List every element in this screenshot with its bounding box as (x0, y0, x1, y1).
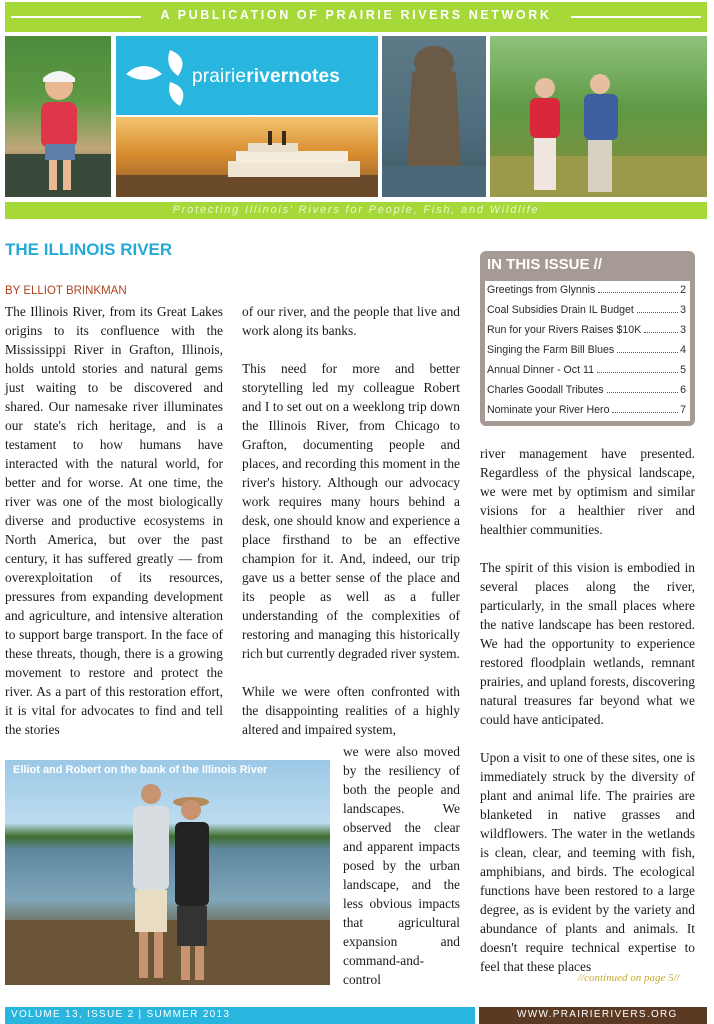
tagline-band (5, 202, 707, 219)
otter-illustration (382, 36, 486, 197)
toc-item-page: 4 (680, 344, 686, 356)
article-paragraph: Upon a visit to one of these sites, one is immediately struck by the diversity of plant and animal life. The prairies are blanketed in native grasses and wildflowers. The water in the wetlands is clean, clear, and teeming with fish, amphibians, and birds. The ecological functions have been restored to a large degree, as is evident by the variety and abundance of plants and animals. It doesn't require technical expertise to feel that these places (480, 750, 695, 974)
prairie-river-notes-logo (116, 36, 378, 115)
toc-item-label: Run for your Rivers Raises $10K (487, 324, 642, 336)
toc-item-label: Charles Goodall Tributes (487, 384, 604, 396)
article-paragraph: The spirit of this vision is embodied in several places along the river, particularly, in the small places where the native landscape has been restored. We had the opportunity to experience restored floodplain wetlands, remnant prairies, and upland forests, discovering natural treasures far beyond what we could have anticipated. (480, 560, 695, 727)
girl-illustration (5, 36, 111, 197)
continued-note: //continued on page 5// (578, 972, 680, 984)
article-paragraph: While we were often confronted with the disappointing realities of a highly altered and impaired system, (242, 684, 460, 737)
article-byline: BY ELLIOT BRINKMAN (5, 285, 127, 297)
article-paragraph: of our river, and the people that live and work along its banks. (242, 304, 460, 338)
toc-item[interactable] (485, 321, 690, 341)
couple-illustration (490, 36, 707, 197)
logo-wordmark (192, 66, 340, 88)
toc-leader-dots (637, 312, 678, 313)
toc-list (485, 281, 690, 421)
photo-caption: Elliot and Robert on the bank of the Illinois River (13, 764, 268, 776)
toc-item-label: Singing the Farm Bill Blues (487, 344, 615, 356)
riverboat-illustration (116, 117, 378, 197)
toc-item-page: 3 (680, 304, 686, 316)
toc-leader-dots (597, 372, 678, 373)
river-otter-photo (382, 36, 486, 197)
toc-item-label: Annual Dinner - Oct 11 (487, 364, 594, 376)
article-paragraph: we were also moved by the resiliency of both the people and landscapes. We observed the clear and apparent impacts posed by the urban landscape, and the less obvious impacts that agricultural expansion and command-and-control (343, 744, 460, 987)
toc-item-page: 3 (680, 324, 686, 336)
toc-leader-dots (644, 332, 678, 333)
article-column-2-continued (343, 742, 460, 1008)
toc-item-label: Coal Subsidies Drain IL Budget (487, 304, 634, 316)
article-column-1 (5, 302, 223, 758)
toc-item[interactable] (485, 381, 690, 401)
toc-item[interactable] (485, 301, 690, 321)
article-column-3 (480, 444, 695, 995)
toc-leader-dots (612, 412, 678, 413)
footer-website-band (479, 1007, 707, 1024)
logo-word-3: notes (288, 66, 341, 87)
toc-leader-dots (598, 292, 678, 293)
couple-walking-photo (490, 36, 707, 197)
illinois-river-bank-photo (5, 760, 330, 985)
band-rule-right (571, 16, 701, 18)
article-paragraph: This need for more and better storytelling led my colleague Robert and I to set out on a weeklong trip down the Illinois River, from Chicago to Grafton, documenting people and places, and recording this moment in the river's history. Although our advocacy work requires many hours behind a desk, one should know and experience a place firsthand to be an effective champion for it. And, indeed, our trip gave us a better sense of the place and its people as well as a fuller understanding of the complexities of restoring and managing this historically rich but currently degraded river system. (242, 361, 460, 661)
article-paragraph: river management have presented. Regardless of the physical landscape, we were met by optimism and similar visions for a healthier river and healthier communities. (480, 446, 695, 537)
publication-label: A PUBLICATION OF PRAIRIE RIVERS NETWORK (160, 8, 552, 22)
toc-item[interactable] (485, 401, 690, 421)
toc-leader-dots (617, 352, 678, 353)
logo-word-2: river (246, 66, 289, 87)
toc-item-page: 5 (680, 364, 686, 376)
publication-band (5, 2, 707, 32)
tagline: Protecting Illinois' Rivers for People, Fish, and Wildlife (172, 204, 540, 216)
logo-word-1: prairie (192, 66, 247, 87)
toc-item-label: Nominate your River Hero (487, 404, 610, 416)
article-column-2 (242, 302, 460, 758)
toc-item-page: 6 (680, 384, 686, 396)
riverboat-photo (116, 117, 378, 197)
issue-info: VOLUME 13, ISSUE 2 | SUMMER 2013 (11, 1009, 231, 1020)
toc-leader-dots (607, 392, 679, 393)
leaf-logo-icon (116, 36, 196, 115)
in-this-issue-heading: IN THIS ISSUE // (487, 256, 603, 273)
footer-issue-band (5, 1007, 475, 1024)
in-this-issue-box (480, 251, 695, 426)
toc-item-page: 2 (680, 284, 686, 296)
girl-in-life-vest-photo (5, 36, 111, 197)
river-bank-illustration (5, 760, 330, 985)
website-link[interactable]: WWW.PRAIRIERIVERS.ORG (517, 1009, 678, 1020)
toc-item[interactable] (485, 341, 690, 361)
article-title: THE ILLINOIS RIVER (5, 240, 173, 259)
toc-item-page: 7 (680, 404, 686, 416)
toc-item[interactable] (485, 281, 690, 301)
toc-item[interactable] (485, 361, 690, 381)
article-paragraph: The Illinois River, from its Great Lakes origins to its confluence with the Mississippi River in Grafton, Illinois, holds untold stories and natural gems just waiting to be discovered and shared. Our namesake river illuminates our state's rich heritage, and is a testament to how humans have interacted with the natural world, for better and for worse. At one time, the river was one of the most biologically diverse and productive ecosystems in North America, but over the past century, it has suffered greatly — from overexploitation of its resources, pressures from expanding development and agriculture, and intensive alteration to support barge transport. In the face of these threats, though, there is a growing movement to restore and protect the river. As a part of this restoration effort, it is vital for advocates to find and tell the stories (5, 304, 223, 737)
toc-item-label: Greetings from Glynnis (487, 284, 596, 296)
